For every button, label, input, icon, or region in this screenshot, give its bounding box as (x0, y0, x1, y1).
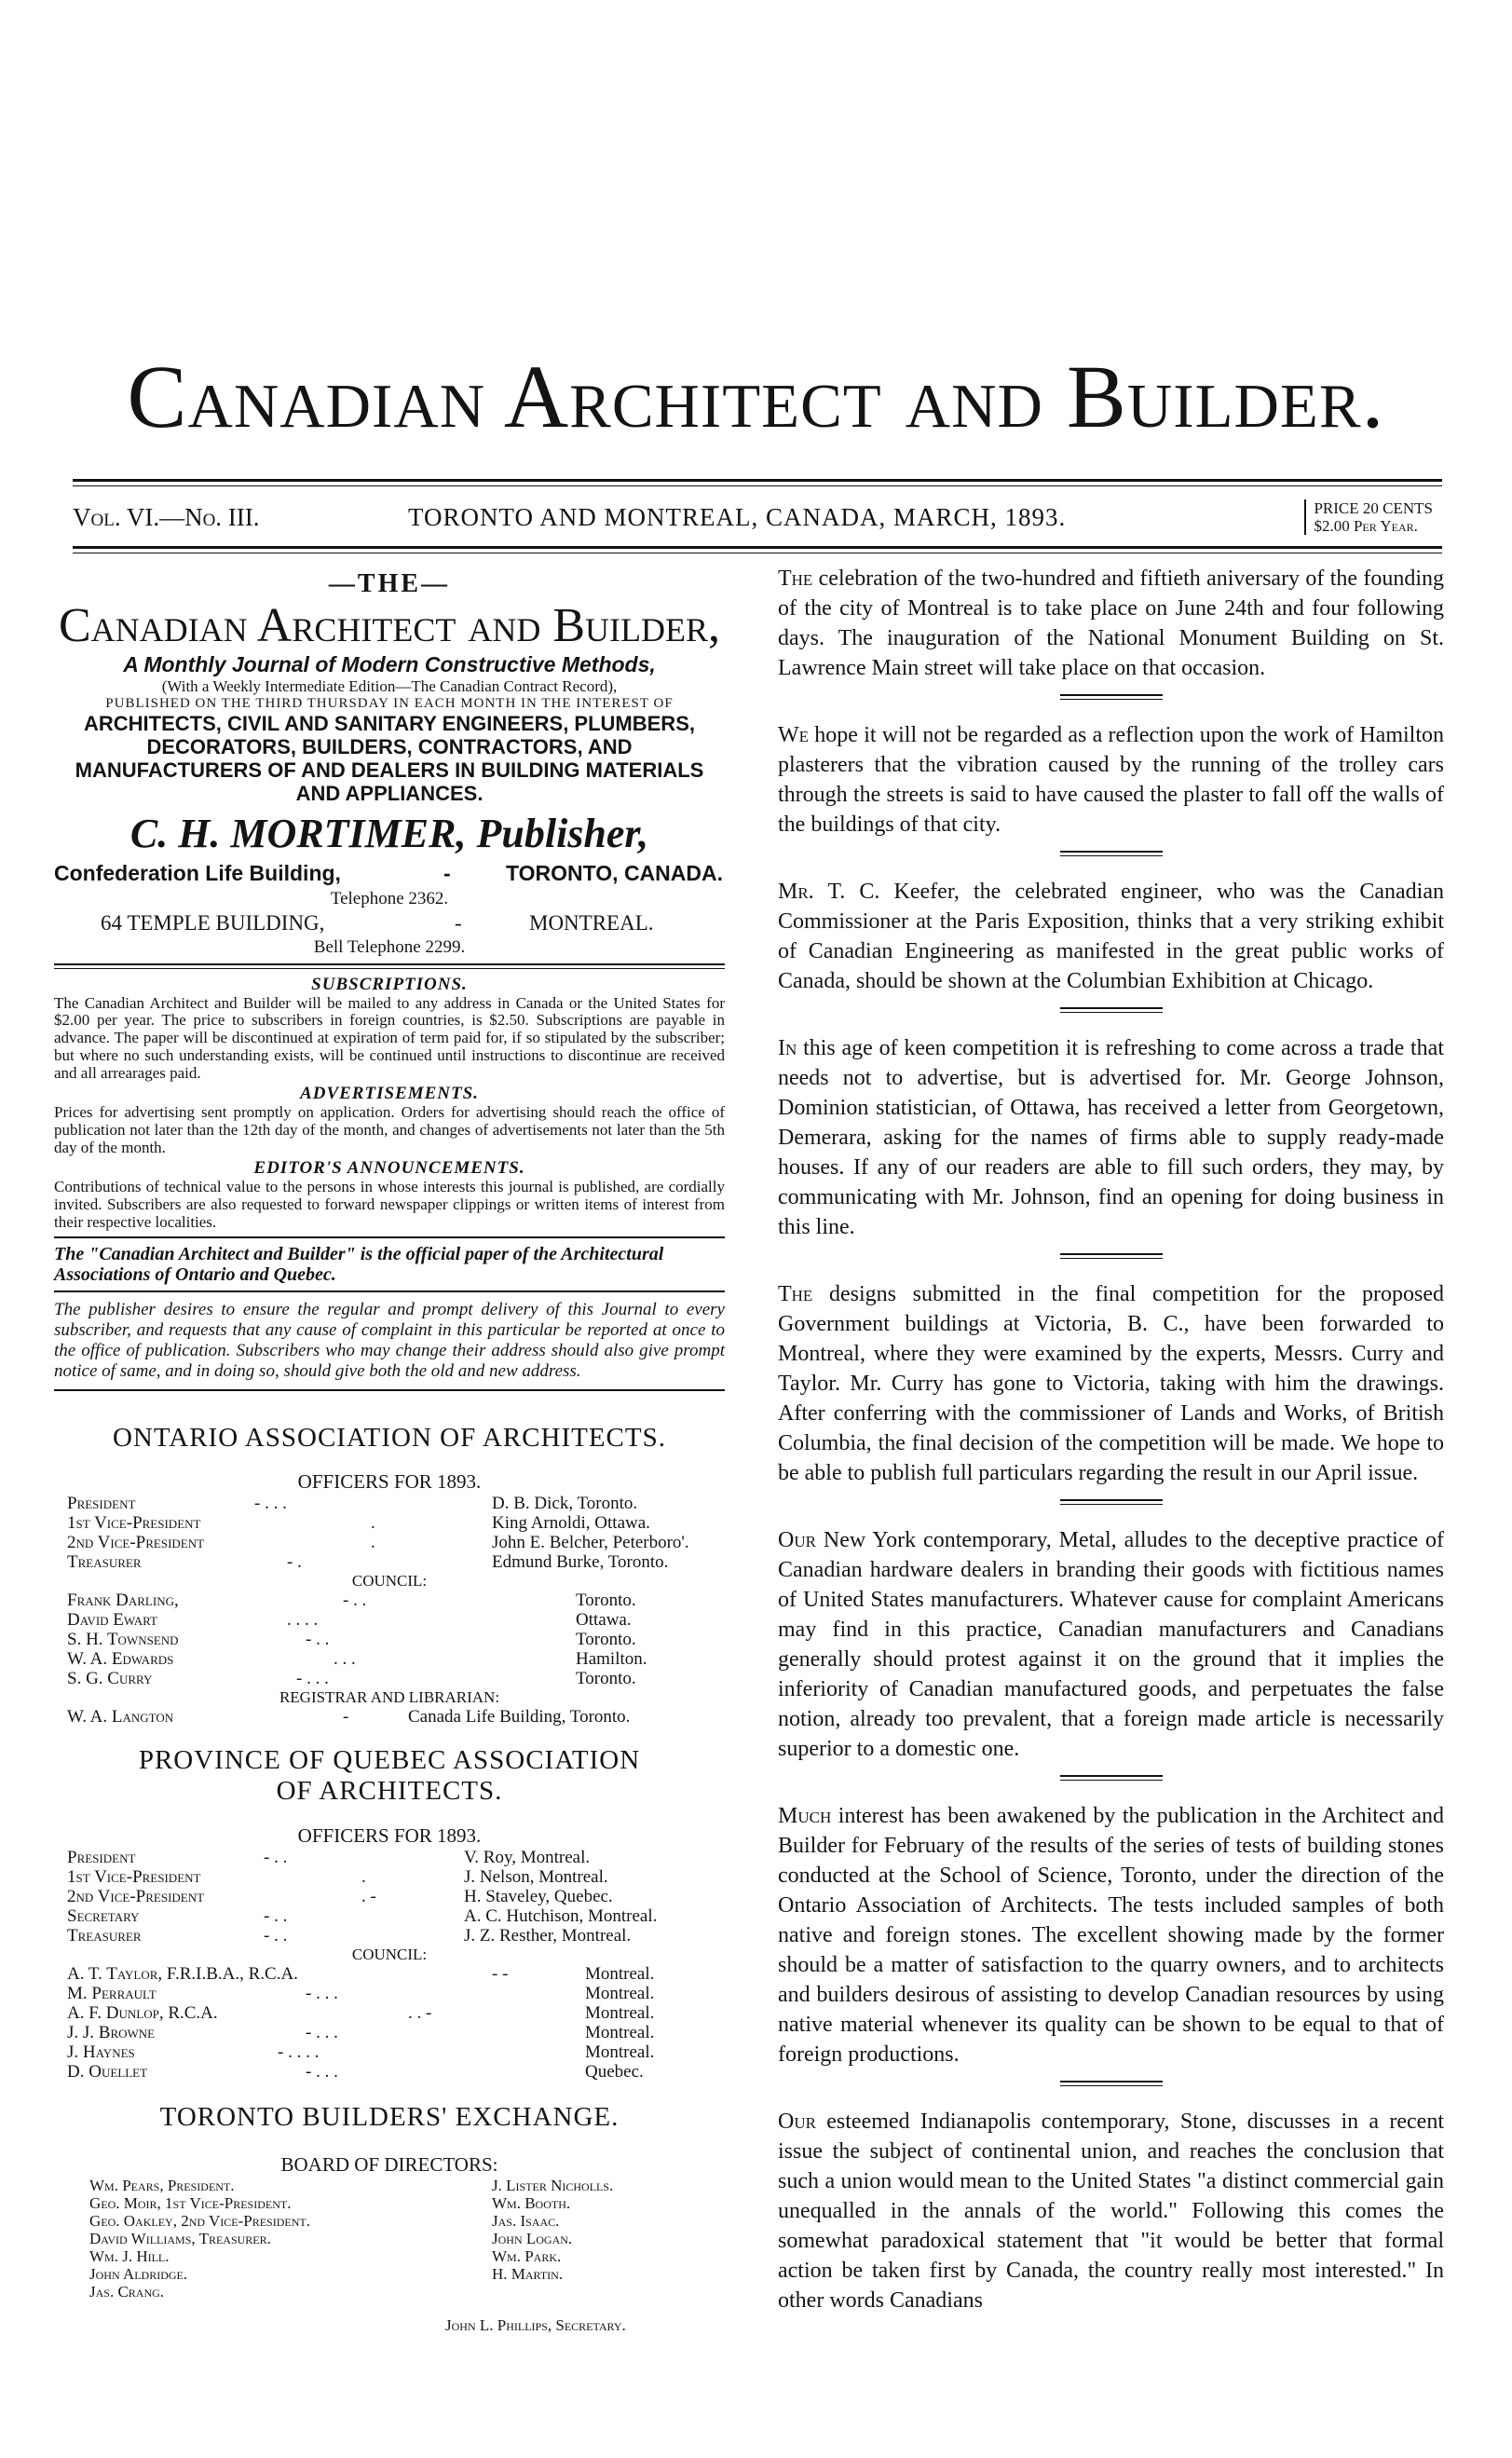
montreal-city: MONTREAL. (529, 910, 654, 935)
officer-role: Secretary (67, 1905, 140, 1926)
board-member: Geo. Oakley, 2nd Vice-President. (89, 2212, 310, 2231)
council-city: Hamilton. (576, 1649, 647, 1670)
ontario-council-list (54, 1591, 725, 1688)
publisher-note: The publisher desires to ensure the regular and prompt delivery of this Journal to every subscriber, and requests that any cause of complaint in this particular be reported at once to the office of publication. Subscribers who may change their address should also give prompt notice of same, and in doing so, should give both the old and new address. (54, 1300, 725, 1381)
officer-row (54, 1926, 725, 1946)
council-name: S. G. Curry (67, 1669, 153, 1689)
quebec-officers-heading: OFFICERS FOR 1893. (297, 1823, 482, 1847)
announcements-text: Contributions of technical value to the persons in whose interests this journal is published, are cordially invited. Subscribers are also requested to forward newspaper clippings or written items of interest from their respective localities. (54, 1178, 725, 1231)
board-member: John Logan. (492, 2230, 573, 2248)
dot-leader: - . . . (254, 1494, 287, 1514)
divider (54, 1389, 725, 1391)
council-row (54, 1964, 725, 1984)
quebec-title-line2: OF ARCHITECTS. (276, 1776, 503, 1807)
quebec-council-heading: COUNCIL: (351, 1945, 428, 1963)
officer-name: J. Z. Resther, Montreal. (464, 1925, 632, 1946)
council-row (54, 1669, 725, 1688)
quebec-council-list (54, 1964, 725, 2082)
exchange-title: TORONTO BUILDERS' EXCHANGE. (159, 2101, 620, 2132)
paragraph-lead: Our (778, 2110, 816, 2134)
paragraph-text: this age of keen competition it is refreshing to come across a trade that needs not to advertise, but is advertised for. Mr. George Johnson, Dominion statistician, of Ottawa, has received a letter from Georgetown, Demerara, asking for the names of firms able to supply ready-made houses. If any of our readers are able to fill such orders, they may, by communicating with Mr. Johnson, find an opening for doing business in this line. (778, 1036, 1444, 1239)
toronto-city: TORONTO, CANADA. (506, 860, 723, 885)
council-name: J. J. Browne (67, 2022, 156, 2042)
editorial-paragraph (778, 2107, 1444, 2315)
council-row (54, 1610, 725, 1630)
dot-leader: - . . . . (278, 2042, 320, 2062)
council-row (54, 1630, 725, 1649)
registrar-address: Canada Life Building, Toronto. (408, 1707, 631, 1727)
exchange-secretary: John L. Phillips, Secretary. (445, 2316, 626, 2335)
officer-role: Treasurer (67, 1925, 142, 1946)
divider (54, 963, 725, 965)
journal-title: Canadian Architect and Builder, (59, 599, 720, 652)
paragraph-text: designs submitted in the final competition for the proposed Government buildings at Victoria, B. C., have been forwarded to Montreal, where they were examined by the experts, Messrs. Curry and Taylor. Mr. Curry has gone to Victoria, taking with him the drawings. After conferring with the commissioner of Lands and Works, of British Columbia, the final decision of the competition will be made. We hope to be able to publish full particulars regarding the result in our April issue. (778, 1282, 1444, 1485)
dot-leader: - . . . (306, 1983, 338, 2003)
paragraph-separator (1060, 851, 1163, 856)
officer-role: 2nd Vice-President (67, 1533, 205, 1553)
montreal-address (54, 909, 725, 937)
quebec-title-line1: PROVINCE OF QUEBEC ASSOCIATION (138, 1745, 641, 1776)
editorial-paragraph (778, 1801, 1444, 2069)
council-row (54, 2023, 725, 2042)
council-city: Montreal. (585, 1983, 655, 2003)
masthead-title: Canadian Architect and Builder. (127, 347, 1385, 446)
council-city: Quebec. (585, 2061, 644, 2082)
paragraph-lead: Much (778, 1804, 832, 1828)
editorial-paragraph (778, 720, 1444, 840)
council-city: Ottawa. (576, 1610, 632, 1631)
dot-leader: . (371, 1513, 375, 1534)
officer-name: John E. Belcher, Peterboro'. (492, 1533, 689, 1553)
board-member: Wm. Pears, President. (89, 2177, 235, 2195)
dot-leader: - . . . (296, 1669, 329, 1689)
board-member: John Aldridge. (89, 2265, 188, 2284)
editorial-paragraph (778, 1033, 1444, 1242)
officer-role: President (67, 1847, 136, 1867)
dot-leader: - . . (306, 1630, 330, 1650)
registrar-line (54, 1707, 725, 1727)
edition-note: (With a Weekly Intermediate Edition—The Canadian Contract Record), (161, 676, 618, 695)
council-city: Montreal. (585, 2022, 655, 2042)
left-column (54, 564, 725, 2363)
paragraph-separator (1060, 1499, 1163, 1505)
paragraph-lead: In (778, 1036, 797, 1060)
officer-name: D. B. Dick, Toronto. (492, 1494, 638, 1514)
journal-subtitle: A Monthly Journal of Modern Constructive Methods, (123, 651, 656, 676)
council-name: S. H. Townsend (67, 1630, 179, 1650)
board-member: Geo. Moir, 1st Vice-President. (89, 2194, 292, 2213)
paragraph-text: T. C. Keefer, the celebrated engineer, who was the Canadian Commissioner at the Paris Exposition, thinks that a very striking exhibit of Canadian Engineering as manifested in the great public works of Canada, should be shown at the Columbian Exhibition at Chicago. (778, 880, 1444, 993)
council-name: David Ewart (67, 1610, 157, 1631)
price-box (1304, 499, 1433, 535)
toronto-telephone: Telephone 2362. (330, 888, 449, 908)
quebec-association-title (54, 1745, 725, 1808)
officer-name: Edmund Burke, Toronto. (492, 1552, 669, 1573)
board-list (54, 2177, 725, 2363)
council-name: Frank Darling, (67, 1591, 179, 1611)
paragraph-lead: The (778, 567, 813, 591)
officer-role: President (67, 1494, 136, 1514)
dot-leader: - . . (264, 1847, 288, 1867)
registrar-heading: REGISTRAR AND LIBRARIAN: (279, 1688, 500, 1707)
official-paper-note: The "Canadian Architect and Builder" is the official paper of the Architectural Associations of Ontario and Quebec. (54, 1244, 664, 1286)
paragraph-lead: Mr. (778, 880, 814, 904)
officer-name: King Arnoldi, Ottawa. (492, 1513, 650, 1534)
ontario-association-title: ONTARIO ASSOCIATION OF ARCHITECTS. (112, 1422, 666, 1453)
paragraph-text: esteemed Indianapolis contemporary, Stone, discusses in a recent issue the subject of continental union, and reaches the conclusion that such a union would mean to the United States "a distinct commercial gain unequalled in the annals of the world." Following this comes the somewhat paradoxical statement that "it would be better that formal action be taken first by Canada, the country really most interested." In other words Canadians (778, 2110, 1444, 2313)
officer-row (54, 1552, 725, 1572)
subscriptions-heading: SUBSCRIPTIONS. (311, 974, 468, 994)
officer-role: Treasurer (67, 1552, 142, 1573)
editorial-paragraph (778, 1279, 1444, 1488)
board-member: H. Martin. (492, 2265, 564, 2284)
dot-leader: . . . . (287, 1610, 319, 1631)
council-city: Toronto. (576, 1669, 636, 1689)
paragraph-text: New York contemporary, Metal, alludes to the deceptive practice of Canadian hardware dealers in branding their goods with fictitious names of United States manufacturers. Whatever cause for complaint Americans may find in this practice, Canadian manufacturers and Canadians generally should protest against it on the ground that it implies the inferiority of Canadian manufactured goods, and perpetuates the false notion, already too prevalent, that a foreign made article is necessarily superior to a domestic one. (778, 1528, 1444, 1761)
paragraph-separator (1060, 1775, 1163, 1781)
officer-role: 1st Vice-President (67, 1866, 201, 1887)
issue-rule (73, 546, 1442, 549)
officer-name: A. C. Hutchison, Montreal. (464, 1905, 658, 1926)
dot-leader: . (371, 1533, 375, 1553)
council-city: Montreal. (585, 2042, 655, 2062)
paragraph-lead: Our (778, 1528, 816, 1552)
officer-row (54, 1494, 725, 1513)
price-per-year: $2.00 Per Year. (1314, 517, 1418, 535)
council-city: Toronto. (576, 1591, 636, 1611)
advertisements-text: Prices for advertising sent promptly on application. Orders for advertising should reach the office of publication not later than the 12th day of the month, and changes of advertisements not later than the 5th day of the month. (54, 1103, 725, 1156)
divider (54, 1290, 725, 1292)
board-member: Wm. Park. (492, 2247, 562, 2266)
council-name: M. Perrault (67, 1983, 157, 2003)
publisher-name: C. H. MORTIMER, Publisher, (129, 810, 649, 856)
dot-leader: . . - (408, 2002, 432, 2023)
subscriptions-text: The Canadian Architect and Builder will be mailed to any address in Canada or the United States for $2.00 per year. The price to subscribers in foreign countries, is $2.50. Subscriptions are payable in advance. The paper will be discontinued at expiration of term paid for, if so stipulated by the subscriber; but where no such understanding exists, will be continued until instructions to discontinue are received and all arrearages paid. (54, 993, 725, 1082)
dot-leader: . (361, 1866, 366, 1887)
paragraph-separator (1060, 2081, 1163, 2086)
officer-name: V. Roy, Montreal. (464, 1847, 591, 1867)
editorial-paragraph (778, 564, 1444, 683)
paragraph-separator (1060, 694, 1163, 700)
paragraph-lead: We (778, 723, 810, 747)
board-member: Jas. Crang. (89, 2283, 165, 2301)
dot-leader: . . . (334, 1649, 356, 1670)
dot-leader: - . . . (306, 2061, 338, 2082)
officer-row (54, 1867, 725, 1887)
council-name: A. T. Taylor, F.R.I.B.A., R.C.A. (67, 1963, 298, 1984)
council-name: D. Ouellet (67, 2061, 148, 2082)
board-heading: BOARD OF DIRECTORS: (280, 2153, 498, 2177)
officer-role: 1st Vice-President (67, 1513, 201, 1534)
address-dash: - (443, 860, 451, 885)
paragraph-separator (1060, 1253, 1163, 1259)
ontario-officers-heading: OFFICERS FOR 1893. (297, 1470, 482, 1494)
council-row (54, 1649, 725, 1669)
dot-leader: - . . . (306, 2022, 338, 2042)
divider-thin (54, 968, 725, 969)
place-date: TORONTO AND MONTREAL, CANADA, MARCH, 1893. (408, 503, 1067, 531)
montreal-telephone: Bell Telephone 2299. (313, 936, 466, 957)
interests-list: ARCHITECTS, CIVIL AND SANITARY ENGINEERS, PLUMBERS, DECORATORS, BUILDERS, CONTRACTORS, AND MANUFACTURERS OF AND DEALERS IN BUILDING MATERIALS AND APPLIANCES. (75, 711, 704, 806)
the-label: —THE— (328, 569, 451, 598)
board-member: J. Lister Nicholls. (492, 2177, 614, 2195)
dot-leader: . - (361, 1886, 376, 1906)
officer-name: J. Nelson, Montreal. (464, 1866, 608, 1887)
council-city: Toronto. (576, 1630, 636, 1650)
paragraph-separator (1060, 1007, 1163, 1013)
board-right-list (492, 2177, 613, 2283)
address-dash: - (455, 910, 462, 935)
council-name: J. Haynes (67, 2042, 135, 2062)
toronto-address (54, 857, 725, 889)
masthead-rule (73, 479, 1442, 482)
announcements-heading: EDITOR'S ANNOUNCEMENTS. (253, 1158, 525, 1179)
divider (54, 1236, 725, 1238)
price-line: PRICE 20 CENTS (1314, 499, 1433, 517)
dot-leader: - . . (264, 1905, 288, 1926)
editorial-paragraph (778, 877, 1444, 996)
officer-row (54, 1533, 725, 1552)
dot-leader: - . (287, 1552, 302, 1573)
dot-leader: - . . (343, 1591, 367, 1611)
editorial-paragraph (778, 1525, 1444, 1764)
council-row (54, 1984, 725, 2003)
council-row (54, 1591, 725, 1610)
registrar-name: W. A. Langton (67, 1707, 174, 1727)
board-member: Wm. Booth. (492, 2194, 571, 2213)
dot-leader: - - (492, 1963, 509, 1984)
paragraph-text: hope it will not be regarded as a reflection upon the work of Hamilton plasterers that the vibration caused by the running of the trolley cars through the streets is said to have caused the plaster to fall off the walls of the buildings of that city. (778, 723, 1444, 837)
officer-role: 2nd Vice-President (67, 1886, 205, 1906)
council-name: A. F. Dunlop, R.C.A. (67, 2002, 218, 2023)
council-row (54, 2042, 725, 2062)
ontario-officers-list (54, 1494, 725, 1572)
council-city: Montreal. (585, 2002, 655, 2023)
montreal-building: 64 TEMPLE BUILDING, (101, 910, 325, 935)
board-left-list (89, 2177, 310, 2301)
right-column (778, 564, 1444, 2315)
officer-row (54, 1887, 725, 1906)
officer-row (54, 1906, 725, 1926)
advertisements-heading: ADVERTISEMENTS. (300, 1084, 479, 1104)
volume-number: Vol. VI.—No. III. (73, 503, 260, 531)
council-city: Montreal. (585, 1963, 655, 1984)
paragraph-text: celebration of the two-hundred and fiftieth aniversary of the founding of the city of Montreal is to take place on June 24th and four following days. The inauguration of the National Monument Building on St. Lawrence Main street will take place on that occasion. (778, 567, 1444, 680)
officer-row (54, 1513, 725, 1533)
issue-line (73, 499, 1442, 537)
toronto-building: Confederation Life Building, (54, 860, 341, 885)
paragraph-lead: The (778, 1282, 813, 1306)
paragraph-text: interest has been awakened by the publication in the Architect and Builder for February of the results of the series of tests of building stones conducted at the School of Science, Toronto, under the direction of the Ontario Association of Architects. The tests included samples of both native and foreign stones. The excellent showing made by the former should be a matter of satisfaction to the quarry owners, and to architects and builders desirous of assisting to develop Canadian resources by using native material whenever its quality can be shown to be equal to that of foreign productions. (778, 1804, 1444, 2067)
council-row (54, 2062, 725, 2082)
registrar-row (54, 1707, 725, 1727)
ontario-council-heading: COUNCIL: (351, 1572, 428, 1591)
council-name: W. A. Edwards (67, 1649, 174, 1670)
board-member: Wm. J. Hill. (89, 2247, 170, 2266)
board-member: David Williams, Treasurer. (89, 2230, 271, 2248)
council-row (54, 2003, 725, 2023)
officer-name: H. Staveley, Quebec. (464, 1886, 613, 1906)
quebec-officers-list (54, 1848, 725, 1946)
masthead-rule-thin (73, 485, 1442, 486)
officer-row (54, 1848, 725, 1867)
board-member: Jas. Isaac. (492, 2212, 560, 2231)
dot-leader: - (343, 1707, 349, 1727)
published-note: PUBLISHED ON THE THIRD THURSDAY IN EACH MONTH IN THE INTEREST OF (105, 695, 674, 711)
dot-leader: - . . (264, 1925, 288, 1946)
